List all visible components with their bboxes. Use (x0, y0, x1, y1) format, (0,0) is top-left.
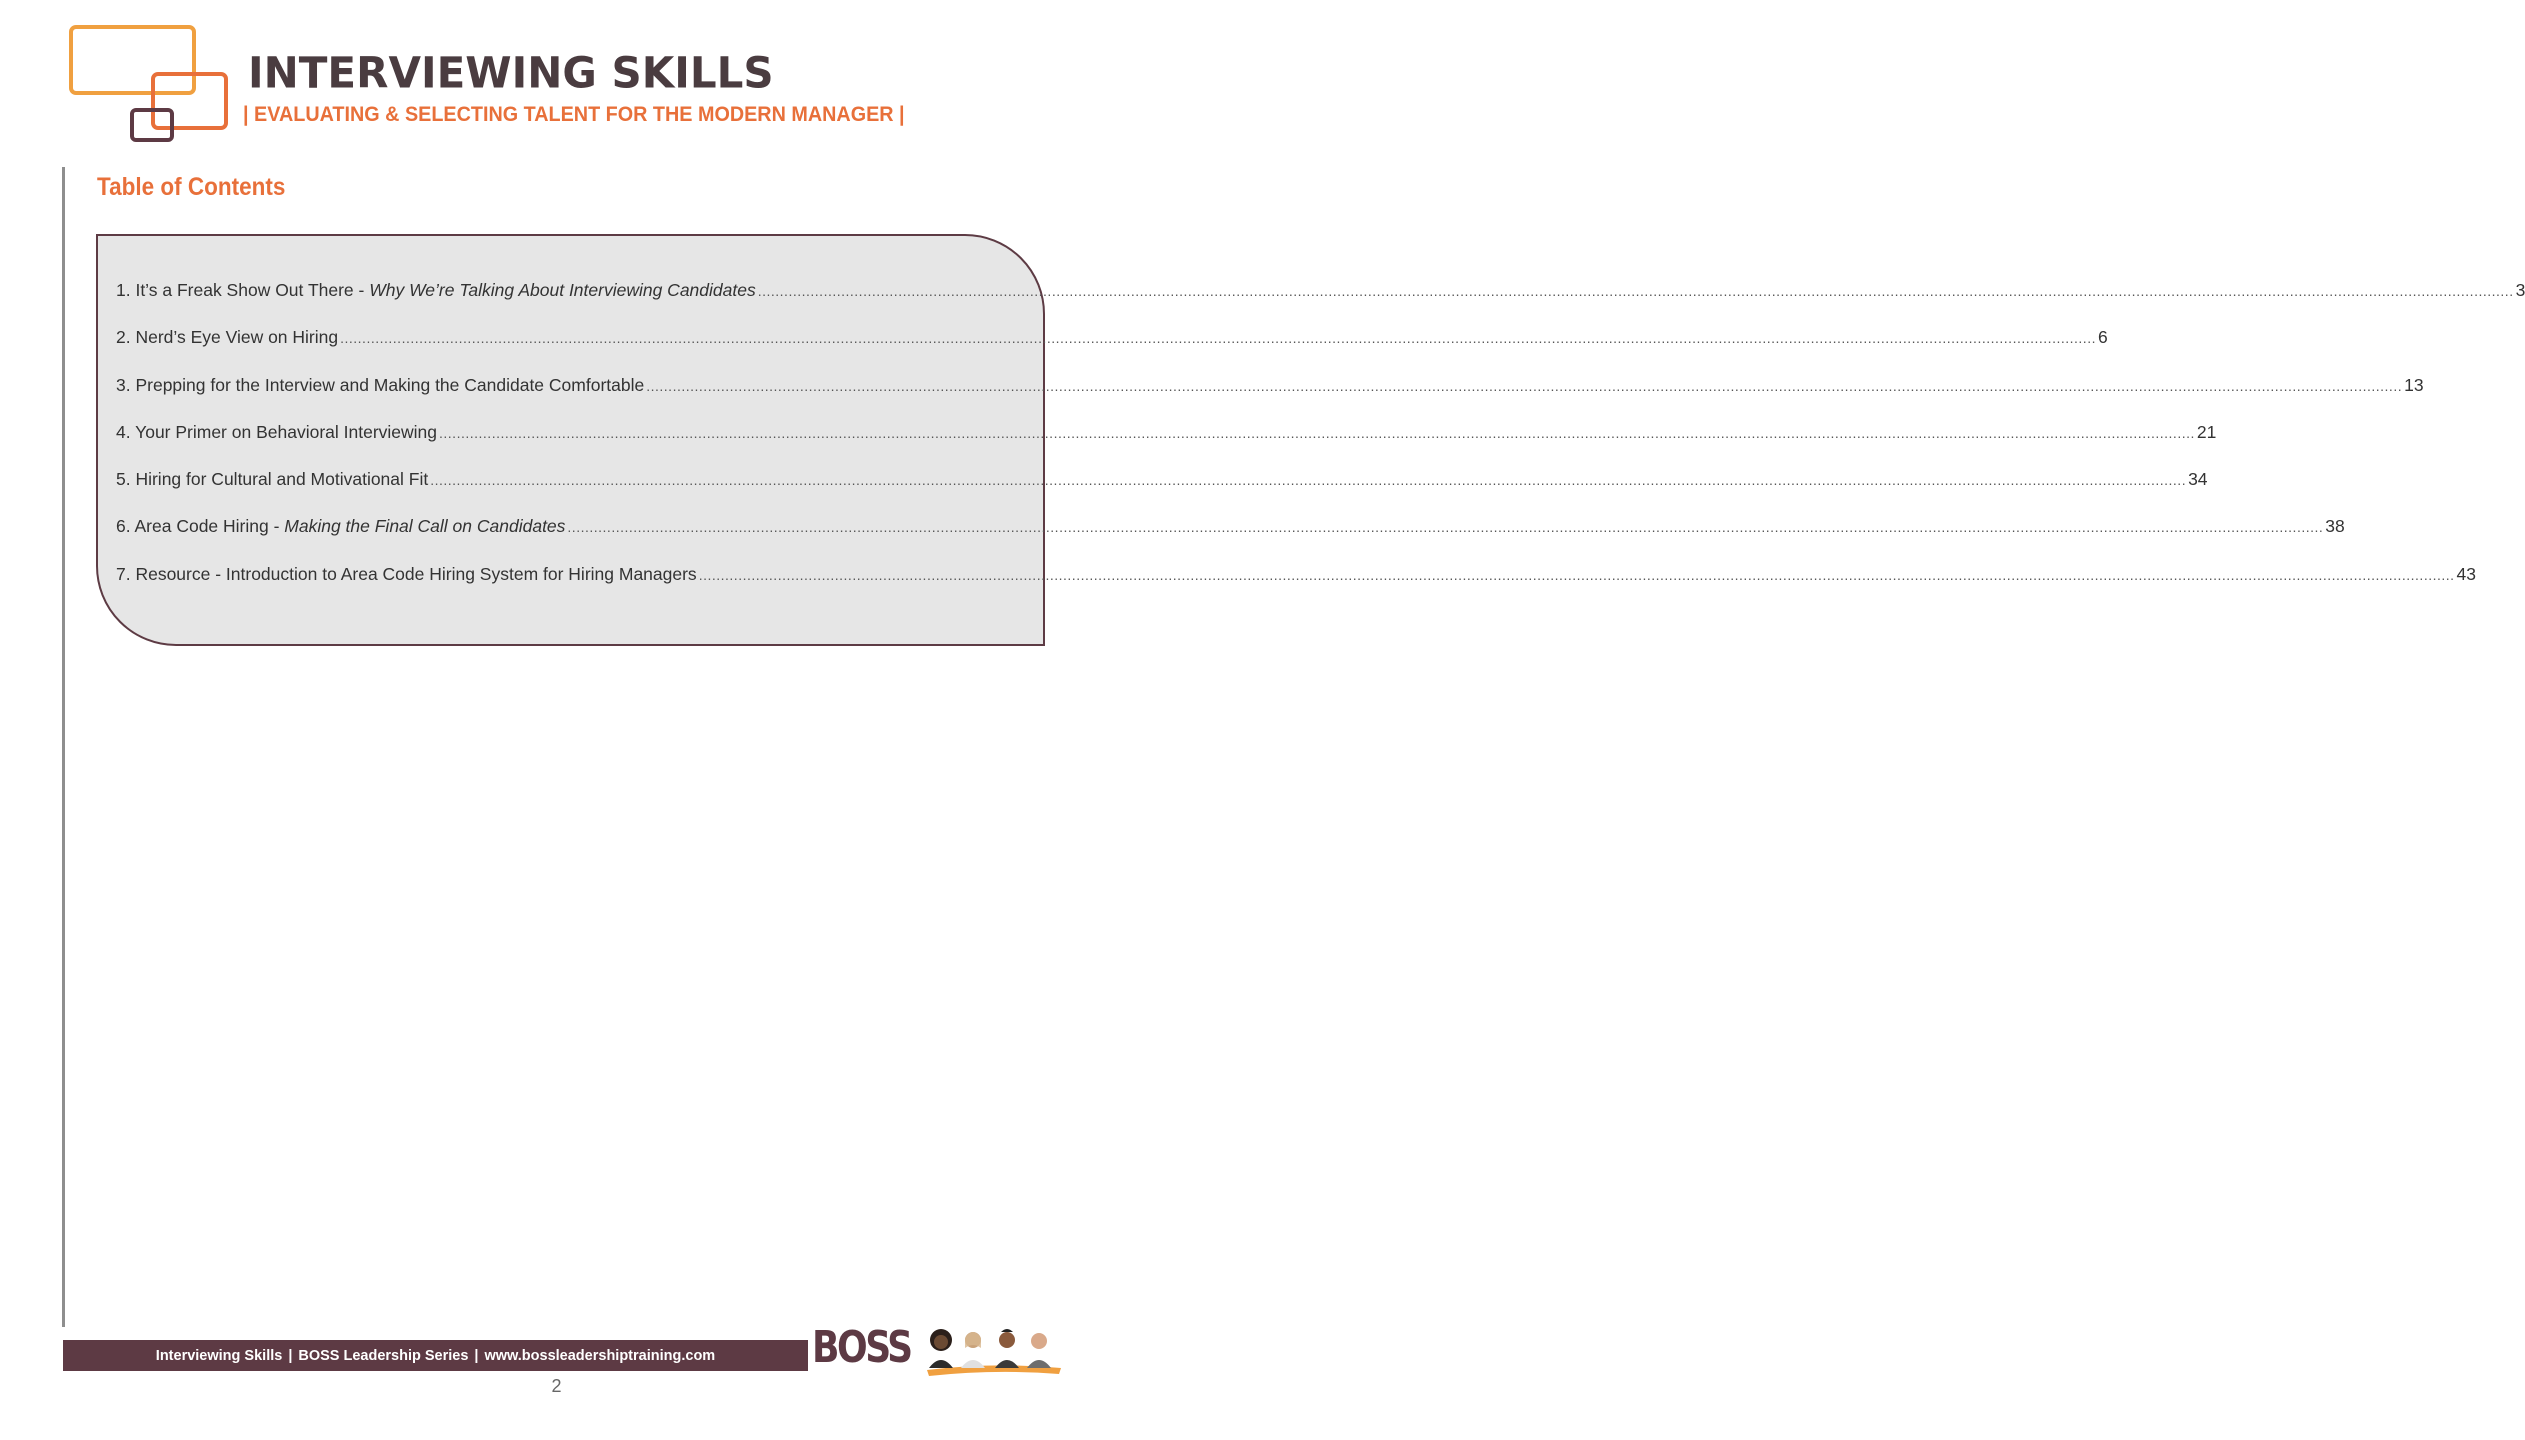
toc-entry-label: 2. Nerd’s Eye View on Hiring (116, 327, 339, 348)
toc-entry-page: 3 (2515, 280, 2525, 300)
toc-entry-page: 34 (2188, 469, 2208, 490)
footer-document-name: Interviewing Skills (155, 1347, 283, 1364)
footer-website-link[interactable]: www.bossleadershiptraining.com (484, 1347, 716, 1364)
toc-dot-leader: ................................................................................................................................................................................................................................................................................................................................................................................................................ (430, 472, 2187, 489)
toc-entry[interactable] (116, 516, 2345, 563)
toc-entry-page: 21 (2196, 421, 2217, 442)
toc-entry-label: 4. Your Primer on Behavioral Interviewing (116, 421, 438, 442)
toc-entry-label: 1. It’s a Freak Show Out There - Why We’re Talking About Interviewing Candidates (116, 280, 756, 300)
toc-entry[interactable] (116, 563, 2477, 611)
toc-entry-label: 7. Resource - Introduction to Area Code Hiring System for Hiring Managers (116, 563, 697, 584)
document-title: INTERVIEWING SKILLS (248, 47, 774, 98)
toc-list (116, 280, 2525, 611)
toc-entry-label: 5. Hiring for Cultural and Motivational Fit (116, 469, 429, 490)
toc-entry-page: 6 (2097, 327, 2108, 348)
footer-separator: | (474, 1347, 479, 1364)
footer-separator: | (288, 1347, 293, 1364)
toc-entry-label: 6. Area Code Hiring - Making the Final Call on Candidates (116, 516, 566, 537)
boss-logo (812, 1322, 1062, 1378)
toc-entry-page: 43 (2456, 563, 2477, 584)
left-margin-rule (62, 167, 65, 1327)
footer-series-name: BOSS Leadership Series (298, 1347, 469, 1364)
logo-mark (68, 24, 233, 146)
toc-dot-leader: ................................................................................................................................................................................................................................................................................................................................................................................................................ (567, 519, 2324, 536)
toc-entry[interactable] (116, 421, 2217, 469)
footer-bar (63, 1340, 808, 1371)
toc-entry-page: 38 (2325, 516, 2345, 537)
document-subtitle: | EVALUATING & SELECTING TALENT FOR THE MODERN MANAGER | (243, 102, 905, 126)
toc-dot-leader: ................................................................................................................................................................................................................................................................................................................................................................................................................ (340, 330, 2096, 347)
toc-entry[interactable] (116, 374, 2424, 422)
toc-entry[interactable] (116, 280, 2525, 327)
toc-entry[interactable] (116, 327, 2108, 374)
team-portraits-icon (925, 1322, 1062, 1378)
toc-dot-leader: ................................................................................................................................................................................................................................................................................................................................................................................................................ (698, 566, 2455, 583)
toc-entry[interactable] (116, 469, 2208, 516)
toc-heading: Table of Contents (97, 173, 286, 201)
toc-dot-leader: ................................................................................................................................................................................................................................................................................................................................................................................................................ (757, 283, 2514, 299)
toc-dot-leader: ................................................................................................................................................................................................................................................................................................................................................................................................................ (646, 377, 2403, 394)
toc-entry-page: 13 (2404, 374, 2424, 395)
toc-entry-label: 3. Prepping for the Interview and Making the Candidate Comfortable (116, 374, 645, 395)
boss-logo-text: BOSS (812, 1322, 911, 1373)
toc-dot-leader: ................................................................................................................................................................................................................................................................................................................................................................................................................ (439, 424, 2195, 441)
page-number: 2 (551, 1376, 562, 1396)
